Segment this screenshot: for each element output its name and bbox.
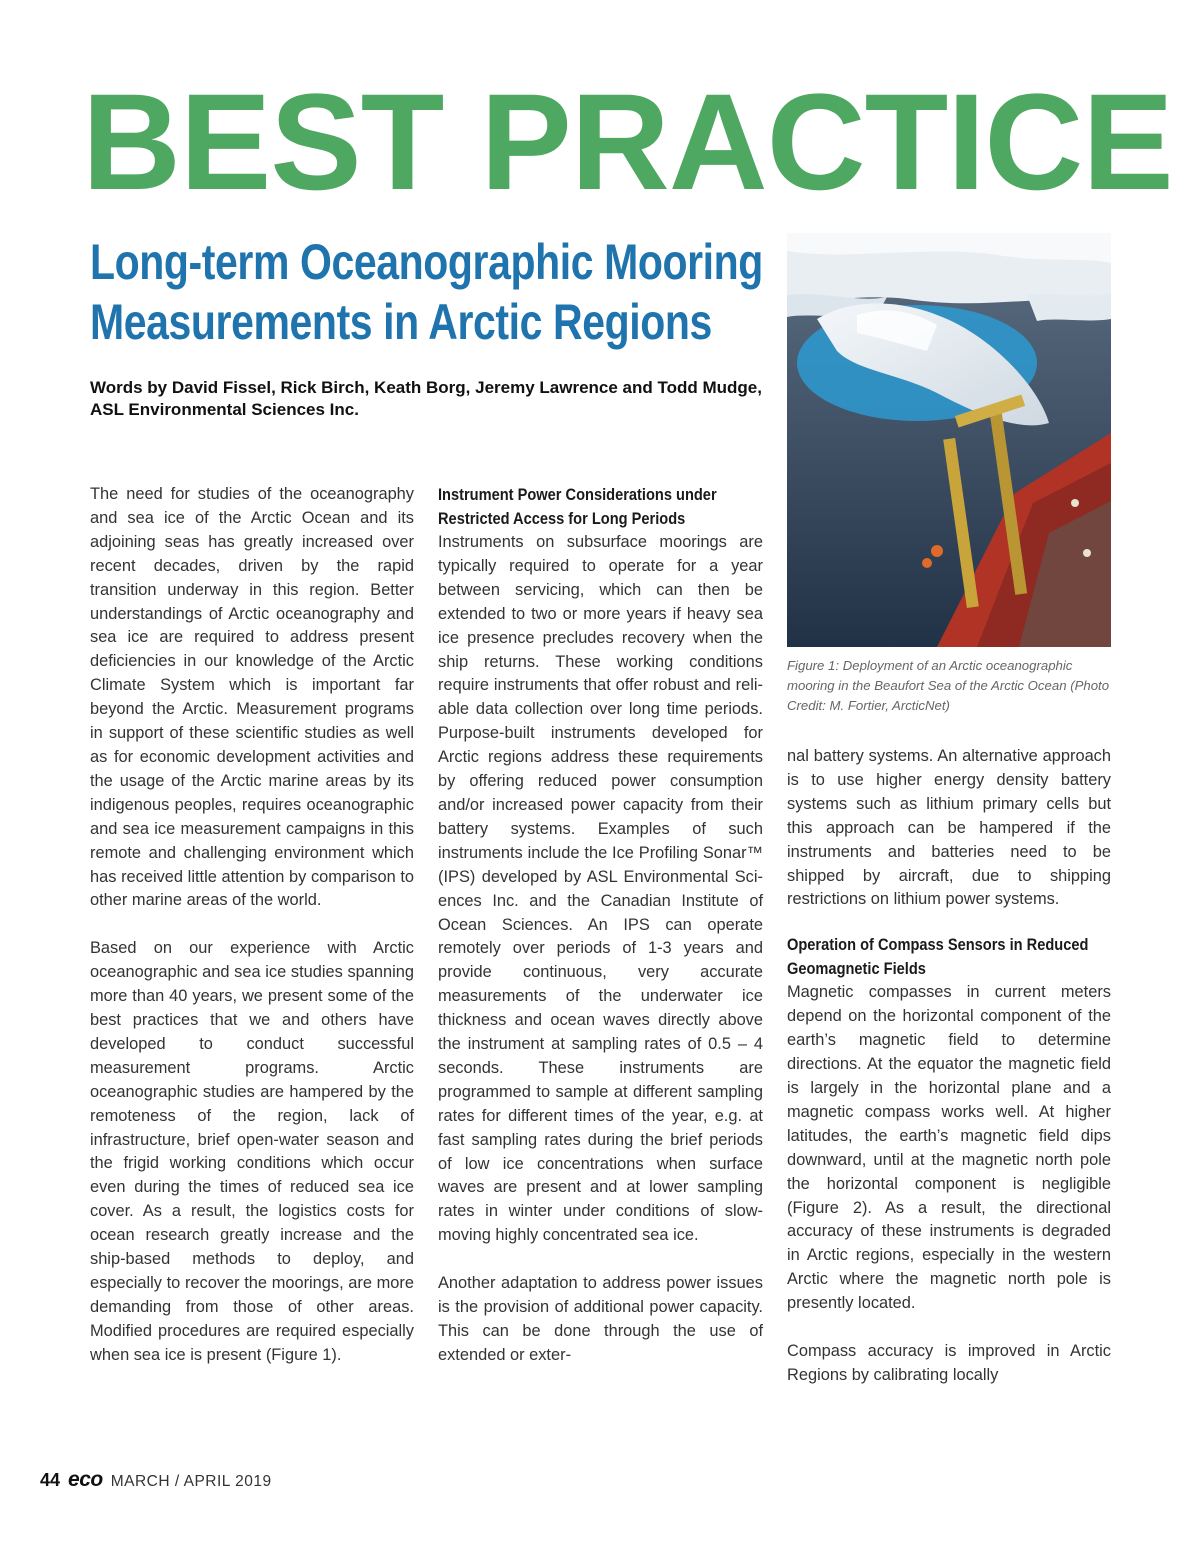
- headline-line-2: Measurements in Arctic Regions: [90, 294, 712, 350]
- col2-paragraph-2: Another adaptation to address power issues is the provision of additional power capacity. This can be done through the use of extended or exter-: [438, 1274, 763, 1364]
- col1-paragraph-2: Based on our experience with Arctic oceanographic and sea ice studies spanning more than 40 years, we present some of the best practices that we and others have developed to conduct successful measurement programs. Arctic oceanographic studies are hampered by the remoteness of the region, lack of infrastructure, brief open-water season and the frigid working conditions which occur even during the times of reduced sea ice cover. As a result, the logistics costs for ocean research greatly increase and the ship-based methods to deploy, and especially to recover the moorings, are more demanding from those of other areas. Modified procedures are required especially when sea ice is present (Figure 1).: [90, 939, 414, 1364]
- article-byline: Words by David Fissel, Rick Birch, Keath Borg, Jeremy Lawrence and Todd Mudge, ASL Environmental Sciences Inc.: [90, 378, 762, 419]
- headline-line-1: Long-term Oceanographic Mooring: [90, 234, 763, 290]
- subheading-compass-sensors: Operation of Compass Sensors in Reduced Geomagnetic Fields: [787, 935, 1089, 979]
- col3-paragraph-3: Compass accuracy is improved in Arctic Regions by calibrating locally: [787, 1342, 1111, 1384]
- column-2: [438, 483, 763, 1368]
- figure-1-photo: [787, 233, 1111, 647]
- section-banner: BEST PRACTICE: [82, 66, 1173, 219]
- col2-paragraph-1: Instruments on subsurface moorings are typically required to operate for a year between servicing, which can then be extended to two or more years if heavy sea ice presence precludes recovery when the ship returns. These working conditions require instruments that offer robust and reliable data collection over long time periods. Purpose-built instruments developed for Arctic regions address these requirements by offering reduced power consumption and/or increased power capacity from their battery systems. Examples of such instruments include the Ice Profiling Sonar™ (IPS) developed by ASL Environmental Sciences Inc. and the Canadian Institute of Ocean Sciences. An IPS can operate remotely over periods of 1-3 years and provide continuous, very accurate measurements of the underwater ice thickness and ocean waves directly above the instrument at sampling rates of 0.5 – 4 seconds. These instruments are programmed to sample at different sampling rates for different times of the year, e.g. at fast sampling rates during the brief periods of low ice concentrations when surface waves are present and at lower sampling rates in winter under conditions of slow-moving highly concentrated sea ice.: [438, 533, 763, 1245]
- magazine-logo: eco: [68, 1468, 103, 1491]
- issue-date: MARCH / APRIL 2019: [110, 1473, 272, 1490]
- arctic-ship-deployment-image: [787, 233, 1111, 647]
- figure-1-caption: Figure 1: Deployment of an Arctic oceanographic mooring in the Beaufort Sea of the Arctic Ocean (Photo Credit: M. Fortier, ArcticNet): [787, 658, 1110, 713]
- subheading-instrument-power: Instrument Power Considerations under Restricted Access for Long Periods: [438, 485, 717, 528]
- article-headline: [90, 232, 779, 352]
- page-number: 44: [40, 1470, 61, 1490]
- column-1: [90, 483, 414, 1368]
- col1-paragraph-1: The need for studies of the oceanography and sea ice of the Arctic Ocean and its adjoining seas has greatly increased over recent decades, driven by the rapid transition underway in this region. Better understandings of Arctic oceanography and sea ice are required to address present deficiencies in our knowledge of the Arctic Climate System which is important far beyond the Arctic. Measurement programs in support of these scientific studies as well as for economic development activities and the usage of the Arctic marine areas by its indigenous peoples, requires oceanographic and sea ice measurement campaigns in this remote and challenging environment which has received little attention by comparison to other marine areas of the world.: [90, 485, 414, 910]
- column-3: [787, 745, 1111, 1388]
- col3-paragraph-2: Magnetic compasses in current meters depend on the horizontal component of the earth’s magnetic field to determine directions. At the equator the magnetic field is largely in the horizontal plane and a magnetic compass works well. At higher latitudes, the earth’s magnetic field dips downward, until at the magnetic north pole the horizontal component is negligible (Figure 2). As a result, the directional accuracy of these instruments is degraded in Arctic regions, especially in the western Arctic where the magnetic north pole is presently located.: [787, 983, 1111, 1313]
- col3-paragraph-1: nal battery systems. An alternative approach is to use higher energy density battery systems such as lithium primary cells but this approach can be hampered if the instruments and batteries need to be shipped by aircraft, due to shipping restrictions on lithium power systems.: [787, 747, 1111, 909]
- page-footer: [40, 1468, 272, 1494]
